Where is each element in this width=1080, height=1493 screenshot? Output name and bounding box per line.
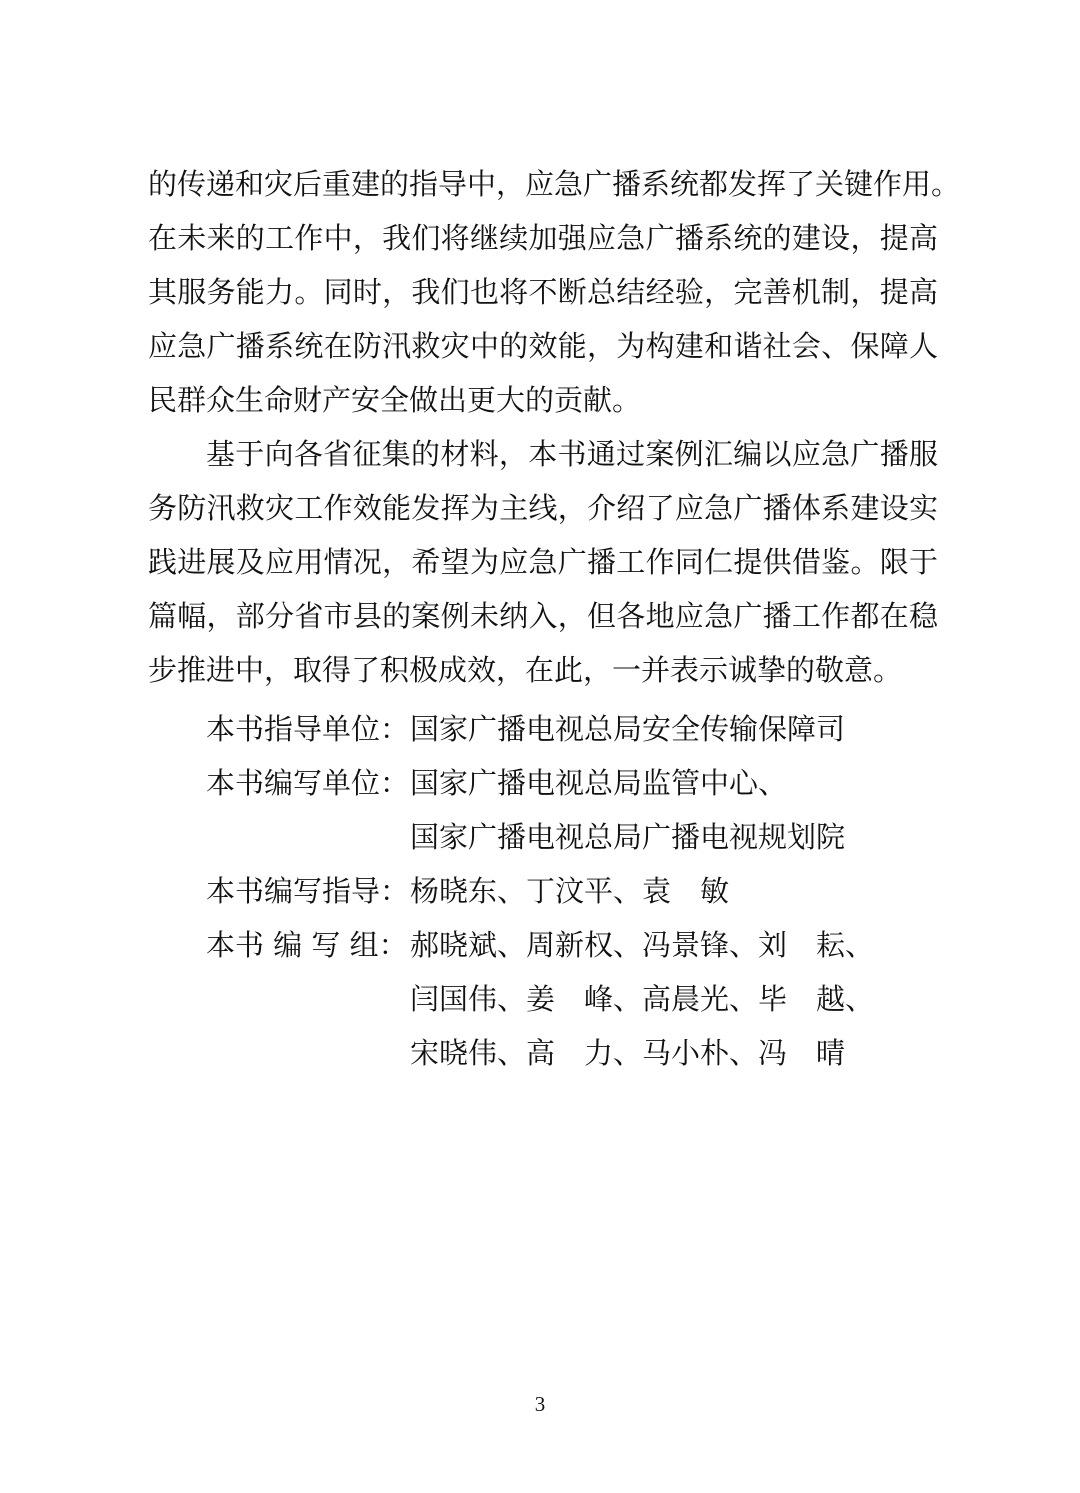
paragraph-line: 应急广播系统在防汛救灾中的效能，为构建和谐社会、保障人 xyxy=(148,329,938,363)
credit-row xyxy=(206,918,906,972)
credit-row xyxy=(206,810,906,864)
paragraph-2 xyxy=(148,427,938,697)
credit-label xyxy=(206,972,410,1026)
credit-row xyxy=(206,972,906,1026)
paragraph-line: 践进展及应用情况，希望为应急广播工作同仁提供借鉴。限于 xyxy=(148,545,938,579)
paragraph-line: 的传递和灾后重建的指导中，应急广播系统都发挥了关键作用。 xyxy=(148,167,961,201)
paragraph-line: 在未来的工作中，我们将继续加强应急广播系统的建设，提高 xyxy=(148,221,938,255)
body-text xyxy=(148,157,961,697)
credit-value: 闫国伟、姜 峰、高晨光、毕 越、 xyxy=(410,982,875,1016)
credit-label xyxy=(206,810,410,864)
paragraph-line: 步推进中，取得了积极成效，在此，一并表示诚挚的敬意。 xyxy=(148,653,903,687)
credit-label: 本书指导单位： xyxy=(206,712,410,746)
credit-label: 本书编写指导： xyxy=(206,874,410,908)
credit-label: 本书编写单位： xyxy=(206,766,410,800)
credit-row xyxy=(206,702,906,756)
credits-section xyxy=(206,702,906,1080)
credit-label xyxy=(206,1026,410,1080)
credit-value: 郝晓斌、周新权、冯景锋、刘 耘、 xyxy=(410,928,875,962)
credit-row xyxy=(206,1026,906,1080)
credit-row xyxy=(206,756,906,810)
credit-value: 国家广播电视总局安全传输保障司 xyxy=(410,712,846,746)
credit-value: 国家广播电视总局广播电视规划院 xyxy=(410,820,846,854)
credit-value: 国家广播电视总局监管中心、 xyxy=(410,766,788,800)
paragraph-line: 务防汛救灾工作效能发挥为主线，介绍了应急广播体系建设实 xyxy=(148,491,938,525)
paragraph-line: 篇幅，部分省市县的案例未纳入，但各地应急广播工作都在稳 xyxy=(148,599,938,633)
credit-row xyxy=(206,864,906,918)
paragraph-1 xyxy=(148,157,961,427)
page-number: 3 xyxy=(534,1392,546,1416)
credit-value: 宋晓伟、高 力、马小朴、冯 晴 xyxy=(410,1036,846,1070)
credit-label: 本书 编 写 组： xyxy=(206,928,408,962)
paragraph-line: 民群众生命财产安全做出更大的贡献。 xyxy=(148,383,642,417)
credit-value: 杨晓东、丁汶平、袁 敏 xyxy=(410,874,730,908)
paragraph-line: 其服务能力。同时，我们也将不断总结经验，完善机制，提高 xyxy=(148,275,938,309)
paragraph-line: 基于向各省征集的材料，本书通过案例汇编以应急广播服 xyxy=(206,437,938,471)
